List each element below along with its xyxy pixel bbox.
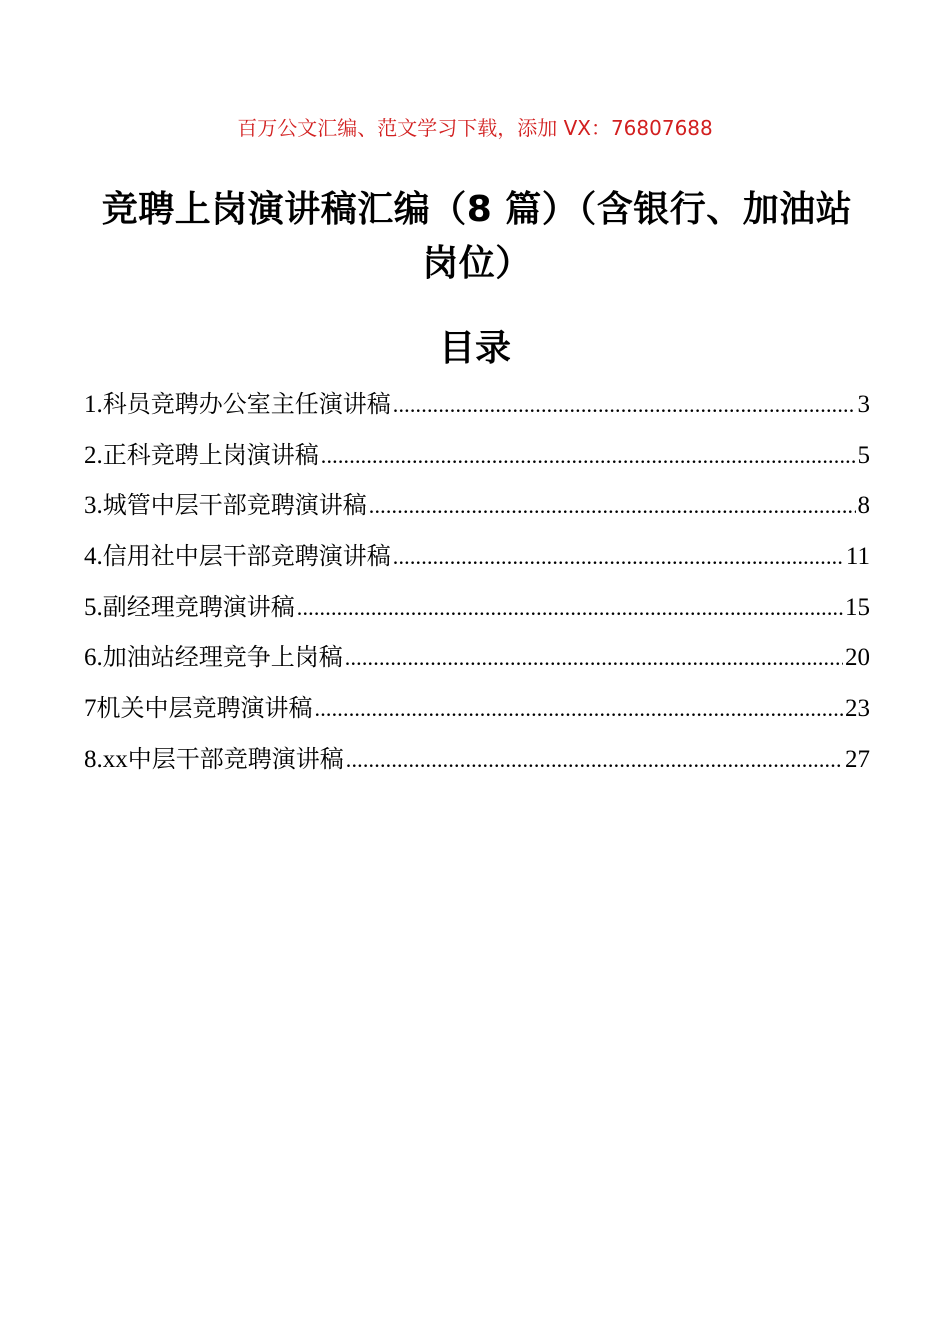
toc-entry-number: 8.xx [84,745,128,773]
toc-entry[interactable] [84,384,870,435]
toc-entry-label: 城管中层干部竞聘演讲稿 [102,491,367,520]
toc-entry-page: 20 [845,644,870,672]
toc-entry-number: 2. [84,441,103,469]
toc-entry-label: 中层干部竞聘演讲稿 [127,744,344,773]
toc-dot-leader [315,689,844,729]
toc-dot-leader [369,486,856,526]
toc-entry-label: 科员竞聘办公室主任演讲稿 [102,390,391,418]
toc-entry-page: 27 [845,745,870,773]
toc-entry[interactable] [84,739,870,790]
toc-entry-page: 5 [857,441,870,469]
toc-entry-page: 3 [857,391,870,418]
toc-entry[interactable] [84,637,870,688]
toc-dot-leader [393,385,856,425]
toc-entry[interactable] [84,587,870,638]
toc-entry-label: 正科竞聘上岗演讲稿 [102,440,319,469]
toc-dot-leader [297,588,843,628]
toc-entry-number: 3. [84,492,103,520]
toc-entry-label: 副经理竞聘演讲稿 [102,592,295,621]
toc-heading: 目录 [438,328,511,369]
toc-entry-page: 11 [845,543,870,571]
toc-entry-label: 机关中层竞聘演讲稿 [96,694,313,723]
toc-entry-page: 15 [845,593,870,621]
header-note: 百万公文汇编、范文学习下载，添加 VX：76807688 [237,116,713,140]
table-of-contents [84,384,870,790]
toc-entry-number: 6. [84,644,103,672]
toc-entry[interactable] [84,485,870,536]
toc-entry[interactable] [84,688,870,739]
toc-dot-leader [346,740,843,780]
toc-entry-label: 加油站经理竞争上岗稿 [102,643,343,672]
toc-entry-number: 7 [84,695,97,723]
document-title: 竞聘上岗演讲稿汇编（8 篇）（含银行、加油站岗位） [101,189,853,284]
toc-entry-number: 1. [84,391,103,418]
toc-entry-page: 8 [857,492,870,520]
toc-entry-page: 23 [845,695,870,723]
toc-entry[interactable] [84,435,870,486]
toc-entry-number: 5. [84,593,103,621]
toc-dot-leader [345,638,843,678]
toc-entry[interactable] [84,536,870,587]
toc-dot-leader [321,436,856,476]
toc-dot-leader [393,537,844,577]
toc-entry-label: 信用社中层干部竞聘演讲稿 [102,542,391,571]
toc-entry-number: 4. [84,543,103,571]
